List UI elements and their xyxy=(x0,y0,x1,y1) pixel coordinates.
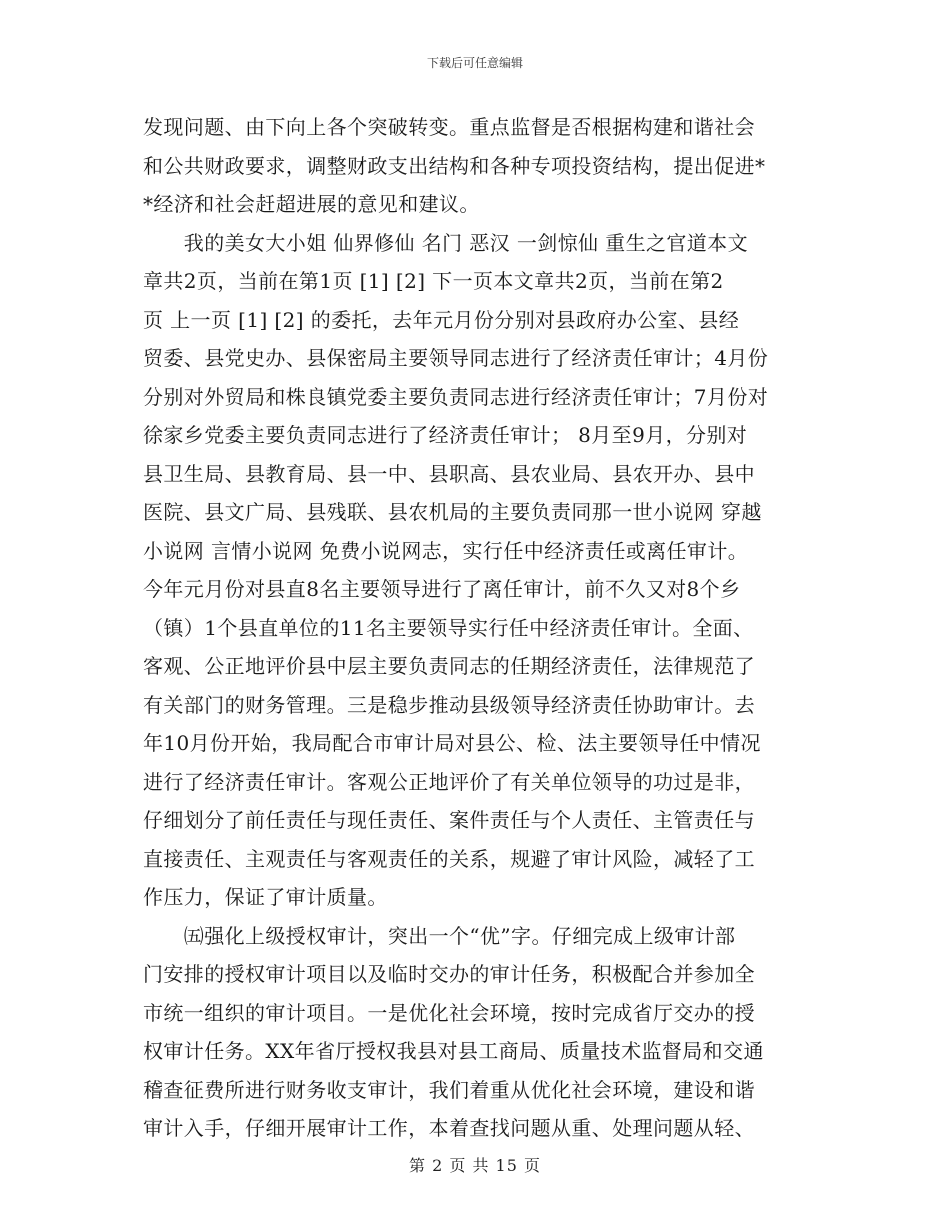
text-line: 有关部门的财务管理。三是稳步推动县级领导经济责任协助审计。去 xyxy=(143,692,755,717)
text-line: 分别对外贸局和株良镇党委主要负责同志进行经济责任审计；7月份对 xyxy=(143,384,769,409)
text-line: 年10月份开始，我局配合市审计局对县公、检、法主要领导任中情况 xyxy=(143,731,761,755)
text-line: 小说网 言情小说网 免费小说网志，实行任中经济责任或离任审计。 xyxy=(143,538,749,563)
text-line: 进行了经济责任审计。客观公正地评价了有关单位领导的功过是非， xyxy=(143,769,755,794)
text-line: （镇）1个县直单位的11名主要领导实行任中经济责任审计。全面、 xyxy=(143,615,754,640)
text-line: 和公共财政要求，调整财政支出结构和各种专项投资结构，提出促进* xyxy=(143,153,766,178)
text-line: 直接责任、主观责任与客观责任的关系，规避了审计风险，减轻了工 xyxy=(143,846,755,871)
text-line: 我的美女大小姐 仙界修仙 名门 恶汉 一剑惊仙 重生之官道本文 xyxy=(143,230,748,255)
document-body xyxy=(143,108,809,1148)
text-line: 页 上一页 [1] [2] 的委托，去年元月份分别对县政府办公室、县经 xyxy=(143,307,740,332)
text-line: 县卫生局、县教育局、县一中、县职高、县农业局、县农开办、县中 xyxy=(143,461,755,486)
page-header: 下载后可任意编辑 xyxy=(426,56,523,70)
page-footer: 第 2 页 共 15 页 xyxy=(409,1156,541,1175)
text-line: 审计入手，仔细开展审计工作，本着查找问题从重、处理问题从轻、 xyxy=(143,1116,755,1140)
text-line: 权审计任务。XX年省厅授权我县对县工商局、质量技术监督局和交通 xyxy=(143,1039,764,1063)
text-line: 医院、县文广局、县残联、县农机局的主要负责同那一世小说网 穿越 xyxy=(143,500,762,524)
text-line: 门安排的授权审计项目以及临时交办的审计任务，积极配合并参加全 xyxy=(143,962,755,986)
text-line: 徐家乡党委主要负责同志进行了经济责任审计； 8月至9月，分别对 xyxy=(143,423,748,447)
text-line: 市统一组织的审计项目。一是优化社会环境，按时完成省厅交办的授 xyxy=(143,1000,755,1025)
text-line: 仔细划分了前任责任与现任责任、案件责任与个人责任、主管责任与 xyxy=(143,808,755,832)
text-line: 贸委、县党史办、县保密局主要领导同志进行了经济责任审计；4月份 xyxy=(143,346,769,370)
text-line: 发现问题、由下向上各个突破转变。重点监督是否根据构建和谐社会 xyxy=(143,115,755,139)
text-line: ㈤强化上级授权审计，突出一个“优”字。仔细完成上级审计部 xyxy=(143,923,736,948)
text-line: 作压力，保证了审计质量。 xyxy=(143,885,388,909)
text-line: 稽查征费所进行财务收支审计，我们着重从优化社会环境，建设和谐 xyxy=(143,1077,755,1102)
text-line: *经济和社会赶超进展的意见和建议。 xyxy=(143,192,480,216)
text-line: 今年元月份对县直8名主要领导进行了离任审计，前不久又对8个乡 xyxy=(143,577,741,601)
text-line: 客观、公正地评价县中层主要负责同志的任期经济责任，法律规范了 xyxy=(143,654,755,678)
text-line: 章共2页，当前在第1页 [1] [2] 下一页本文章共2页，当前在第2 xyxy=(143,269,724,293)
